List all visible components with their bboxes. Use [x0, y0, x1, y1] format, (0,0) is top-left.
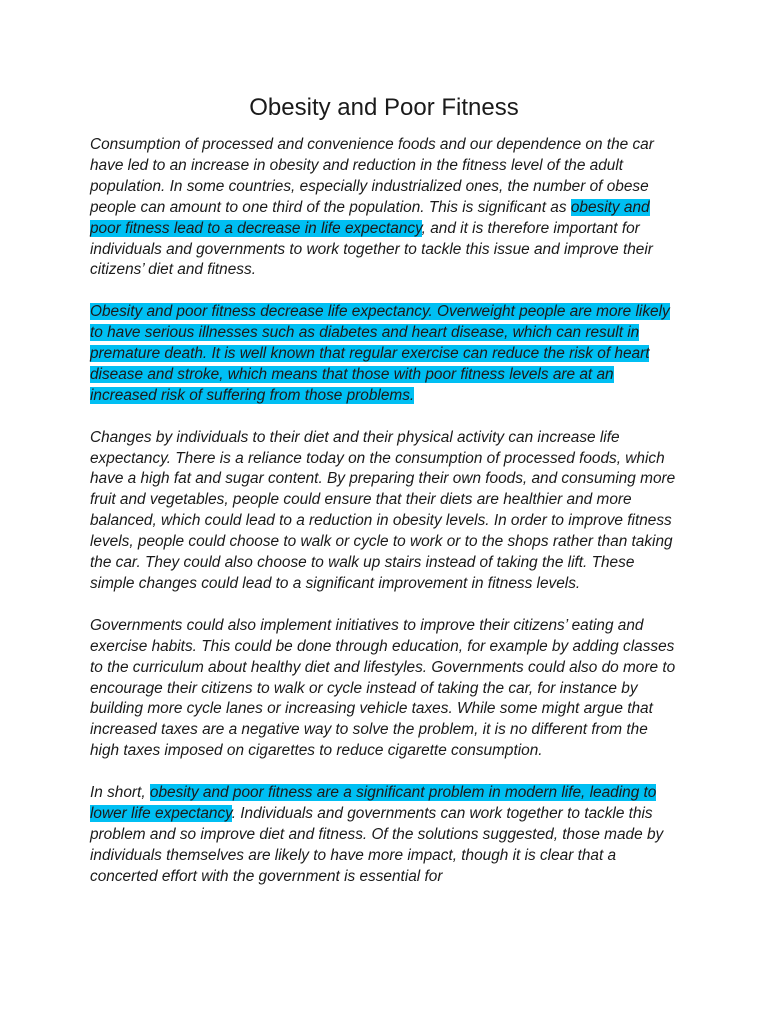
- text-segment: . Individuals and governments can work together to tackle this problem and so improve diet and fitness. Of the solutions suggested, those made by individuals themselves are likely to have more impact, though it is clear that a concerted effort with the government is essential for: [90, 804, 664, 885]
- text-segment: Governments could also implement initiatives to improve their citizens’ eating and exercise habits. This could be done through education, for example by adding classes to the curriculum about healthy diet and lifestyles. Governments could also do more to encourage their citizens to walk or cycle instead of taking the car, for instance by building more cycle lanes or increasing vehicle taxes. While some might argue that increased taxes are a negative way to solve the problem, it is no different from the high taxes imposed on cigarettes to reduce cigarette consumption.: [90, 616, 676, 760]
- text-segment: Consumption of processed and convenience foods and our dependence on the car have led to an increase in obesity and reduction in the fitness level of the adult population. In some countries, especially industrialized ones, the number of obese people can amount to one third of the population. This is significant as: [90, 136, 654, 216]
- highlighted-text: obesity and poor fitness lead to a decrease in life expectancy: [90, 198, 650, 237]
- highlighted-text: obesity and poor fitness are a significant problem in modern life, leading to lower life expectancy: [90, 784, 657, 822]
- paragraph-conclusion: [90, 783, 680, 888]
- paragraph-introduction: [90, 135, 680, 281]
- document-title: Obesity and Poor Fitness: [249, 94, 519, 121]
- text-segment: Changes by individuals to their diet and their physical activity can increase life expectancy. There is a reliance today on the consumption of processed foods, which have a high fat and sugar content. By preparing their own foods, and consuming more fruit and vegetables, people could ensure that their diets are healthier and more balanced, which could lead to a reduction in obesity levels. In order to improve fitness levels, people could choose to walk or cycle to work or to the shops rather than taking the car. They could also choose to walk up stairs instead of taking the lift. These simple changes could lead to a significant improvement in fitness levels.: [90, 428, 676, 592]
- paragraph-life-expectancy: [90, 302, 680, 407]
- paragraph-individual-changes: [90, 428, 680, 595]
- text-segment: In short,: [90, 784, 150, 802]
- text-segment: , and it is therefore important for individuals and governments to work together to tackle this issue and improve their citizens’ diet and fitness.: [90, 219, 653, 279]
- document-body: [90, 135, 680, 908]
- paragraph-government-initiatives: [90, 616, 680, 762]
- highlighted-text: Obesity and poor fitness decrease life expectancy. Overweight people are more likely to have serious illnesses such as diabetes and heart disease, which can result in premature death. It is well known that regular exercise can reduce the risk of heart disease and stroke, which means that those with poor fitness levels are at an increased risk of suffering from those problems.: [90, 303, 670, 404]
